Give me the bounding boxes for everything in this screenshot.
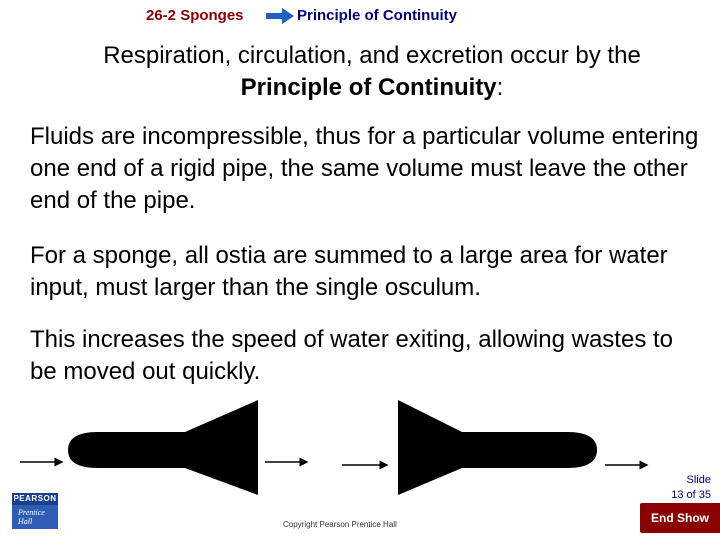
title-suffix: : — [496, 74, 504, 101]
left-pipe-shape — [68, 400, 258, 495]
slide-number: Slide 13 of 35 — [671, 474, 711, 501]
body-paragraph-3: This increases the speed of water exiting, allowing wastes to be moved out quickly. — [30, 326, 673, 385]
right-arrow-icon — [266, 8, 294, 24]
topic-label: Principle of Continuity — [297, 7, 457, 24]
slide-title — [30, 40, 714, 104]
logo-imprint: Prentice Hall — [12, 505, 58, 529]
end-show-button[interactable]: End Show — [640, 503, 720, 533]
body-paragraph-2: For a sponge, all ostia are summed to a large area for water input, must larger than the single osculum. — [30, 242, 668, 301]
slide-header — [0, 0, 720, 32]
title-bold-term: Principle of Continuity — [240, 74, 497, 101]
right-pipe-shape — [398, 400, 597, 495]
logo-brand: PEARSON — [13, 494, 57, 503]
copyright-notice: Copyright Pearson Prentice Hall — [283, 520, 397, 529]
title-line-1: Respiration, circulation, and excretion occur by the — [103, 42, 641, 69]
body-paragraph-1: Fluids are incompressible, thus for a particular volume entering one end of a rigid pipe, the same volume must leave the other end of the pipe. — [30, 123, 699, 214]
pipe-flow-diagram — [0, 395, 720, 505]
pearson-logo — [12, 493, 58, 529]
section-label: 26-2 Sponges — [146, 7, 244, 24]
